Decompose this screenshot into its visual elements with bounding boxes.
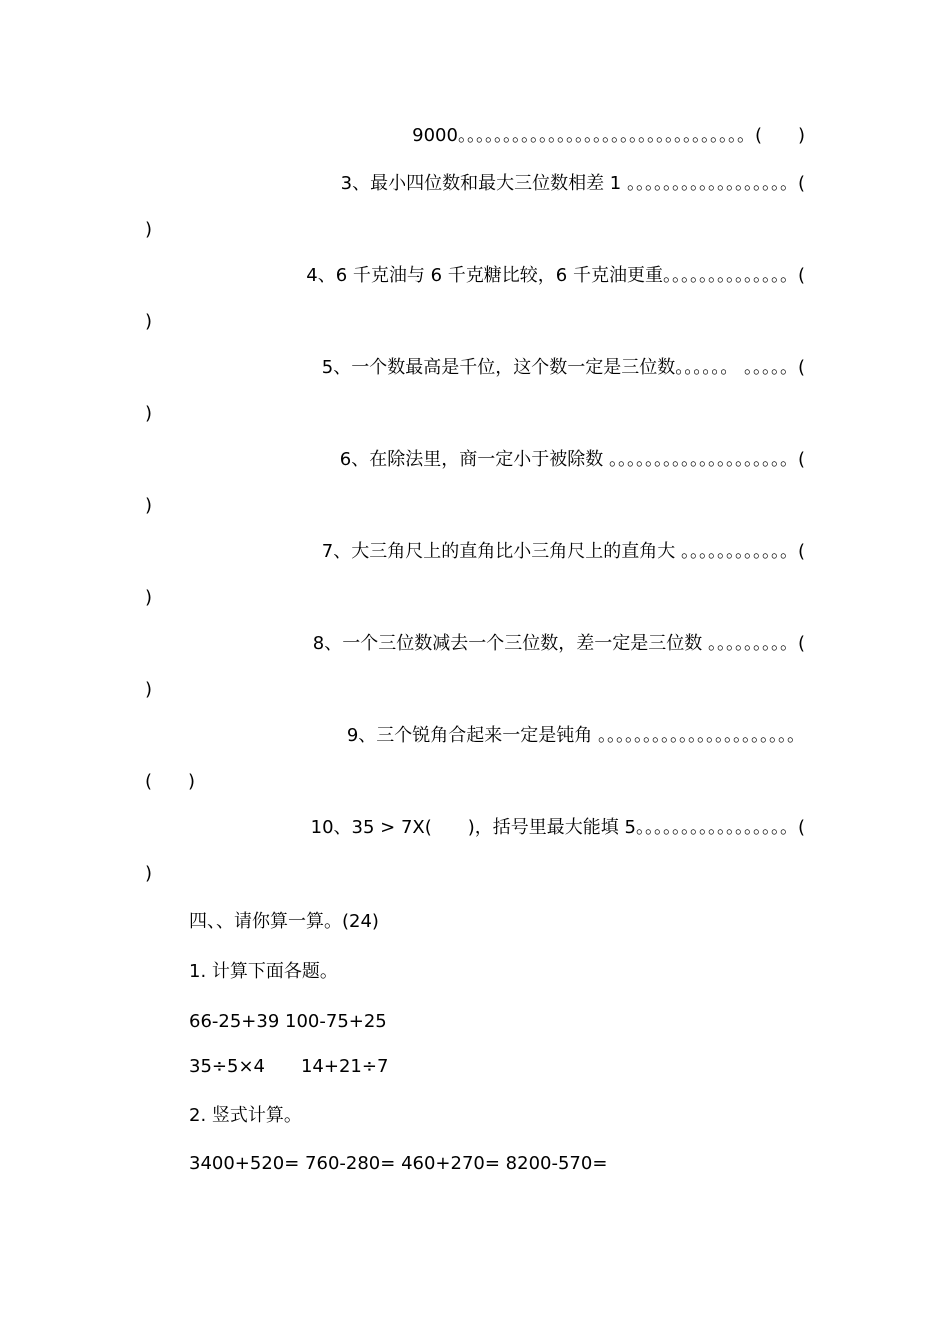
judge-line-0: 9000。。。。。。。。。。。。。。。。。。。。。。。。。。。。。。。。( ) xyxy=(412,125,805,146)
q1-row-1: 66-25+39 100-75+25 xyxy=(189,1011,387,1032)
q2-title: 2. 竖式计算。 xyxy=(189,1105,302,1126)
judge-item-7: 7、大三角尺上的直角比小三角尺上的直角大 。。。。。。。。。。。。( xyxy=(321,541,805,562)
q1-row-2: 35÷5×4 14+21÷7 xyxy=(189,1056,389,1077)
judge-item-3: 3、最小四位数和最大三位数相差 1 。。。。。。。。。。。。。。。。。。( xyxy=(340,173,805,194)
judge-item-8: 8、一个三位数减去一个三位数，差一定是三位数 。。。。。。。。。( xyxy=(312,633,805,654)
q2-row-1: 3400+520= 760-280= 460+270= 8200-570= xyxy=(189,1153,608,1174)
q1-title: 1. 计算下面各题。 xyxy=(189,961,338,982)
judge-item-5: 5、一个数最高是千位，这个数一定是三位数。。。。。。 。。。。。( xyxy=(321,357,805,378)
judge-item-5-paren: ) xyxy=(145,403,153,424)
judge-item-4-paren: ) xyxy=(145,311,153,332)
section-4-title: 四、、请你算一算。(24) xyxy=(189,911,379,932)
judge-item-4: 4、6 千克油与 6 千克糖比较，6 千克油更重。。。。。。。。。。。。。。( xyxy=(306,265,805,286)
judge-item-9-paren: ( ) xyxy=(145,771,196,792)
judge-item-6: 6、在除法里，商一定小于被除数 。。。。。。。。。。。。。。。。。。。。( xyxy=(339,449,805,470)
judge-item-7-paren: ) xyxy=(145,587,153,608)
judge-item-8-paren: ) xyxy=(145,679,153,700)
judge-item-10: 10、35 > 7X( )，括号里最大能填 5。。。。。。。。。。。。。。。。。( xyxy=(310,817,805,838)
judge-item-3-paren: ) xyxy=(145,219,153,240)
judge-item-9: 9、三个锐角合起来一定是钝角 。。。。。。。。。。。。。。。。。。。。。。 xyxy=(346,725,805,746)
judge-item-6-paren: ) xyxy=(145,495,153,516)
judge-item-10-paren: ) xyxy=(145,863,153,884)
